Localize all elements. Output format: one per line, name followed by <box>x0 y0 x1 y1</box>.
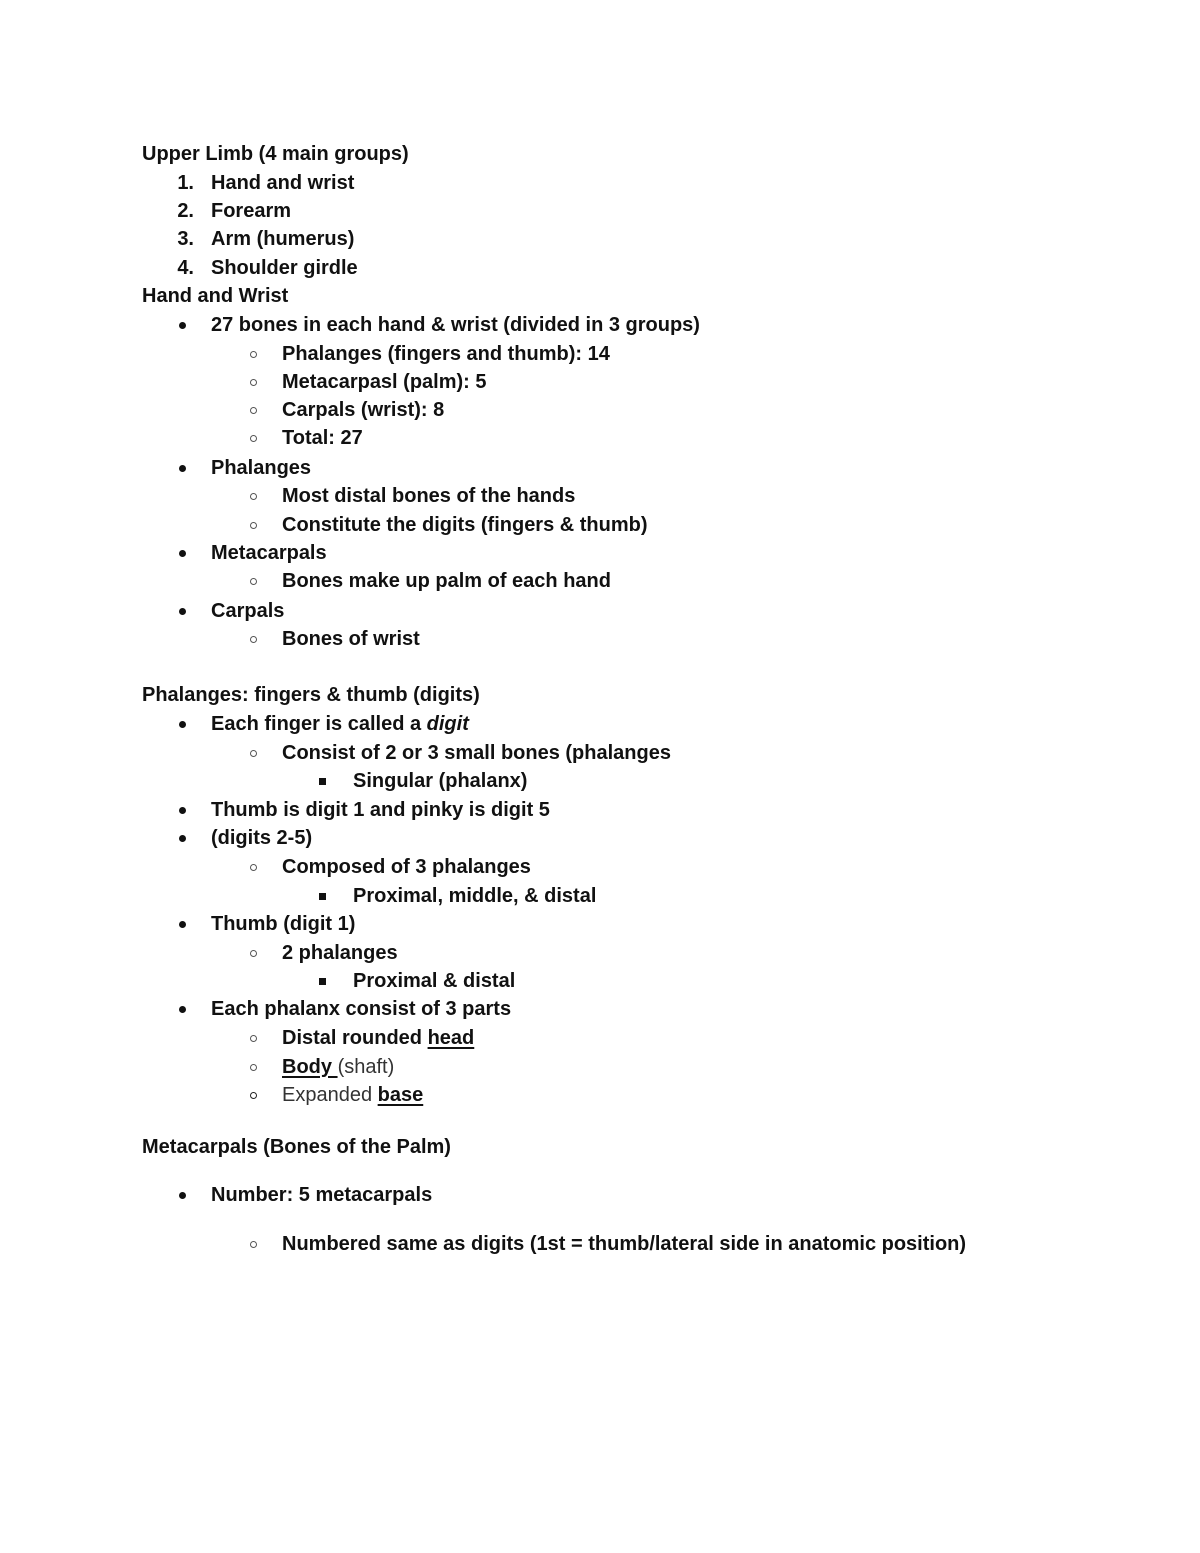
bullet-icon <box>179 550 186 557</box>
bullet-icon <box>179 1006 186 1013</box>
bullet-icon <box>179 921 186 928</box>
hollow-bullet-icon <box>250 435 257 442</box>
hollow-bullet-icon <box>250 1064 257 1071</box>
hollow-bullet-icon <box>250 351 257 358</box>
bullet-icon <box>179 465 186 472</box>
hollow-bullet-icon <box>250 379 257 386</box>
list-number: 1. <box>177 172 194 194</box>
hollow-bullet-icon <box>250 1092 257 1099</box>
bullet-icon <box>179 322 186 329</box>
emphasis-digit: digit <box>426 713 469 735</box>
hollow-bullet-icon <box>250 522 257 529</box>
underlined-term-body: Body <box>282 1056 338 1078</box>
list-item-text: Shoulder girdle <box>211 257 358 279</box>
bullet-icon <box>179 1192 186 1199</box>
hollow-bullet-icon <box>250 1241 257 1248</box>
list-number: 3. <box>177 228 194 250</box>
underlined-term-base: base <box>377 1084 424 1106</box>
bullet-icon <box>179 721 186 728</box>
underlined-term-head: head <box>427 1027 475 1049</box>
square-bullet-icon <box>319 778 326 785</box>
list-item-text: Arm (humerus) <box>211 228 355 250</box>
square-bullet-icon <box>319 893 326 900</box>
document-page: Upper Limb (4 main groups) 1. Hand and wrist 2. Forearm 3. Arm (humerus) 4. Shoulder girdle Hand and Wrist 27 bones in each hand & wrist (divided in 3 groups) Phalanges (fingers and thumb): 14 Metacarpasl (palm): 5 Carpals (wrist): 8 Total: 27 Phalanges Most distal bones of the hands Constitute the digits (fingers & thumb) Metacarpals Bones make up palm of each hand Carpals Bones of wrist Phalanges: fingers & thumb (digits) Each finger is called a digit Consist of 2 or 3 small bones (phalanges Singular (phalanx) Thumb is digit 1 and pinky is digit 5 (digits 2-5) Composed of 3 phalanges Proximal, middle, & distal Thumb (digit 1) 2 phalanges Proximal & distal Each phalanx consist of 3 parts Distal rounded head Body (shaft) Expanded base Metacarpals (Bones of the Palm) Number: 5 metacarpals Numbered same as digits (1st = thumb/lateral side in anatomic position) <box>142 143 967 1255</box>
hollow-bullet-icon <box>250 750 257 757</box>
list-item-text: Forearm <box>211 200 292 222</box>
square-bullet-icon <box>319 978 326 985</box>
hollow-bullet-icon <box>250 864 257 871</box>
hollow-bullet-icon <box>250 636 257 643</box>
list-number: 2. <box>177 200 194 222</box>
hollow-bullet-icon <box>250 578 257 585</box>
list-item-text: Hand and wrist <box>211 172 355 194</box>
list-number: 4. <box>177 257 194 279</box>
hollow-bullet-icon <box>250 493 257 500</box>
bullet-icon <box>179 608 186 615</box>
bullet-icon <box>179 835 186 842</box>
hollow-bullet-icon <box>250 950 257 957</box>
hollow-bullet-icon <box>250 407 257 414</box>
hollow-bullet-icon <box>250 1035 257 1042</box>
bullet-icon <box>179 807 186 814</box>
